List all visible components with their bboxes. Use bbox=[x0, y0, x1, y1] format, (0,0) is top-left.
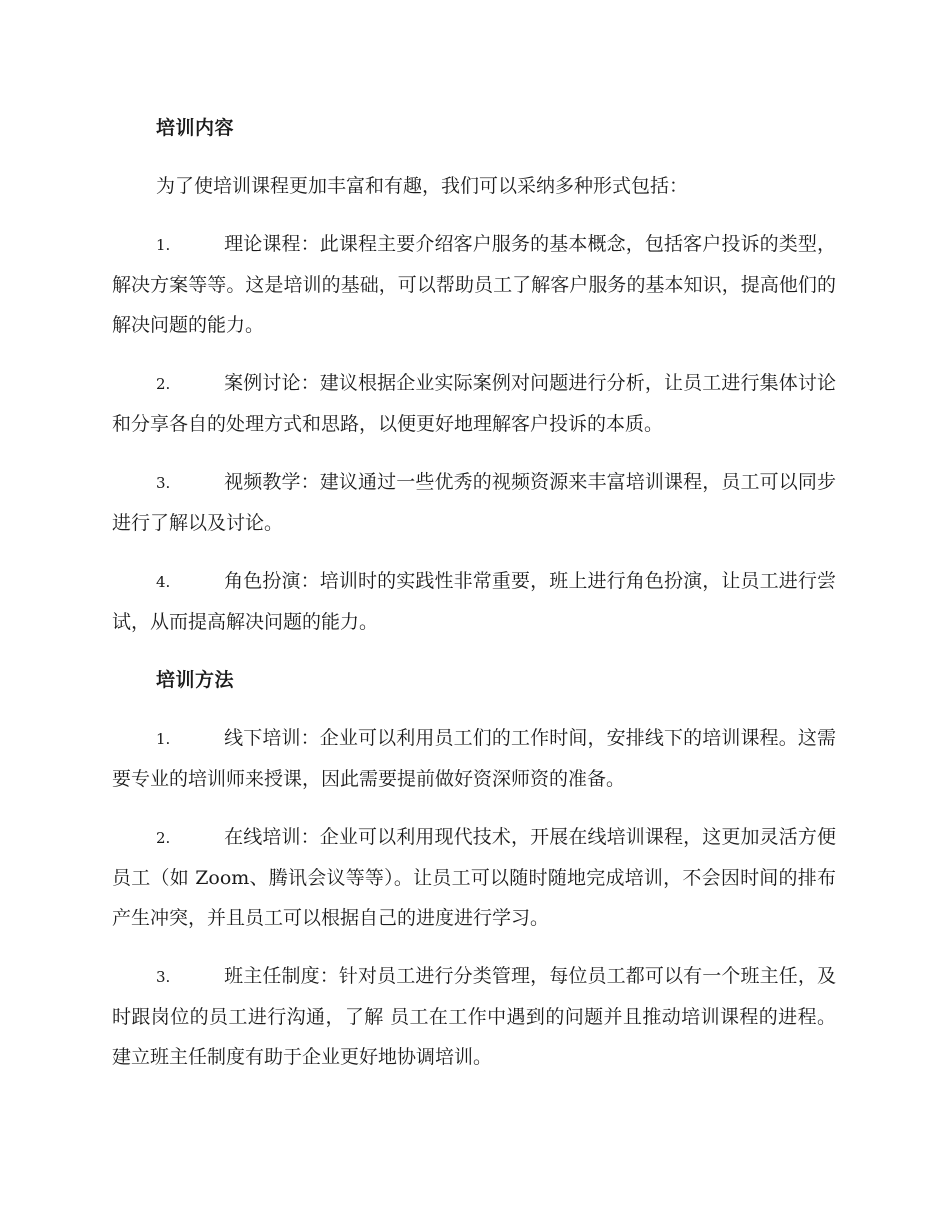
list-item-text: 视频教学：建议通过一些优秀的视频资源来丰富培训课程，员工可以同步进行了解以及讨论。 bbox=[112, 471, 836, 534]
list-item bbox=[112, 363, 836, 444]
list-item-text: 在线培训：企业可以利用现代技术，开展在线培训课程，这更加灵活方便员工（如 Zoom、腾讯会议等等）。让员工可以随时随地完成培训，不会因时间的排布产生冲突，并且员工可以根据自己的进度进行学习。 bbox=[112, 826, 836, 929]
list-item bbox=[112, 817, 836, 938]
list-item-text: 理论课程：此课程主要介绍客户服务的基本概念，包括客户投诉的类型，解决方案等等。这是培训的基础，可以帮助员工了解客户服务的基本知识，提高他们的解决问题的能力。 bbox=[112, 233, 836, 336]
section-intro: 为了使培训课程更加丰富和有趣，我们可以采纳多种形式包括： bbox=[156, 175, 689, 197]
list-item bbox=[112, 224, 836, 345]
list-item-text: 案例讨论：建议根据企业实际案例对问题进行分析，让员工进行集体讨论和分享各自的处理方式和思路，以便更好地理解客户投诉的本质。 bbox=[112, 372, 836, 435]
list-item-number: 3. bbox=[156, 474, 171, 492]
list-item-number: 3. bbox=[156, 968, 171, 986]
list-item bbox=[112, 718, 836, 799]
list-item-number: 2. bbox=[156, 375, 171, 393]
section-heading-content: 培训内容 bbox=[156, 117, 235, 139]
list-item-text: 班主任制度：针对员工进行分类管理，每位员工都可以有一个班主任，及时跟岗位的员工进行沟通，了解 员工在工作中遇到的问题并且推动培训课程的进程。建立班主任制度有助于企业更好地协调培训。 bbox=[112, 965, 836, 1068]
list-item-number: 2. bbox=[156, 829, 171, 847]
section-heading-methods: 培训方法 bbox=[156, 669, 235, 691]
list-item bbox=[112, 956, 836, 1077]
list-item-text: 角色扮演：培训时的实践性非常重要，班上进行角色扮演，让员工进行尝试，从而提高解决问题的能力。 bbox=[112, 570, 836, 633]
document-page bbox=[112, 108, 836, 1095]
list-item-number: 1. bbox=[156, 236, 171, 254]
list-item-number: 1. bbox=[156, 730, 171, 748]
list-item bbox=[112, 462, 836, 543]
list-item-number: 4. bbox=[156, 573, 171, 591]
list-item bbox=[112, 561, 836, 642]
list-item-text: 线下培训：企业可以利用员工们的工作时间，安排线下的培训课程。这需要专业的培训师来授课，因此需要提前做好资深师资的准备。 bbox=[112, 727, 836, 790]
